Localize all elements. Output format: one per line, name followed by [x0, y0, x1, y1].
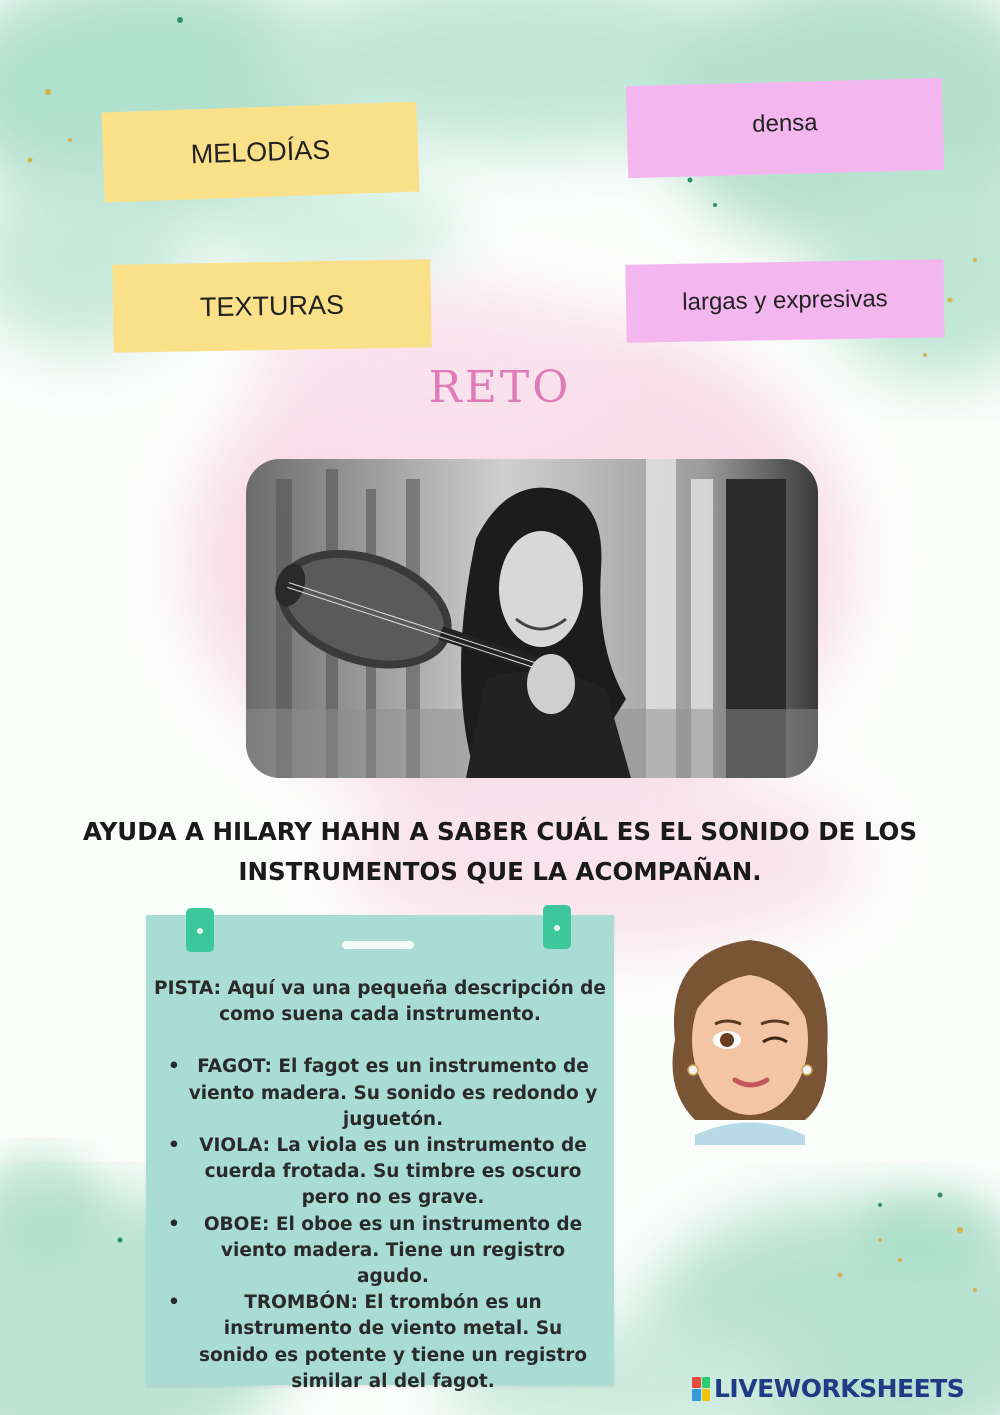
tag-largas-label: largas y expresivas [682, 285, 888, 316]
liveworksheets-watermark [692, 1374, 964, 1403]
list-item-oboe: • OBOE: El oboe es un instrumento de viento madera. Tiene un registro agudo. [150, 1212, 610, 1291]
instrument-list [150, 1054, 610, 1395]
heading-line-2: INSTRUMENTOS QUE LA ACOMPAÑAN. [238, 857, 762, 886]
list-item-trombon: • TROMBÓN: El trombón es un instrumento de viento metal. Su sonido es potente y tiene un registro similar al del fagot. [150, 1290, 610, 1395]
list-item-fagot: • FAGOT: El fagot es un instrumento de viento madera. Su sonido es redondo y juguetón. [150, 1054, 610, 1133]
note-tab-decoration [342, 941, 414, 949]
tag-texturas [112, 259, 431, 353]
liveworksheets-logo-icon [692, 1377, 710, 1401]
tag-largas [625, 259, 944, 343]
left-clip-icon [186, 908, 214, 952]
instructions-heading [40, 812, 960, 892]
list-item-viola: • VIOLA: La viola es un instrumento de cuerda frotada. Su timbre es oscuro pero no es grave. [150, 1133, 610, 1212]
brand-text: LIVEWORKSHEETS [714, 1374, 965, 1403]
teacher-avatar [655, 920, 845, 1145]
violinist-photo [246, 459, 818, 778]
tag-densa [626, 78, 944, 178]
heading-line-1: AYUDA A HILARY HAHN A SABER CUÁL ES EL SONIDO DE LOS [82, 817, 918, 846]
tag-densa-label: densa [751, 109, 818, 138]
hint-intro: PISTA: Aquí va una pequeña descripción de como suena cada instrumento. [154, 978, 606, 1026]
page-title: RETO [428, 362, 572, 413]
tag-melodias-label: MELODÍAS [190, 134, 331, 169]
tag-melodias [102, 102, 420, 203]
hint-note-text [150, 976, 610, 1395]
right-clip-icon [543, 905, 571, 949]
tag-texturas-label: TEXTURAS [199, 289, 345, 322]
